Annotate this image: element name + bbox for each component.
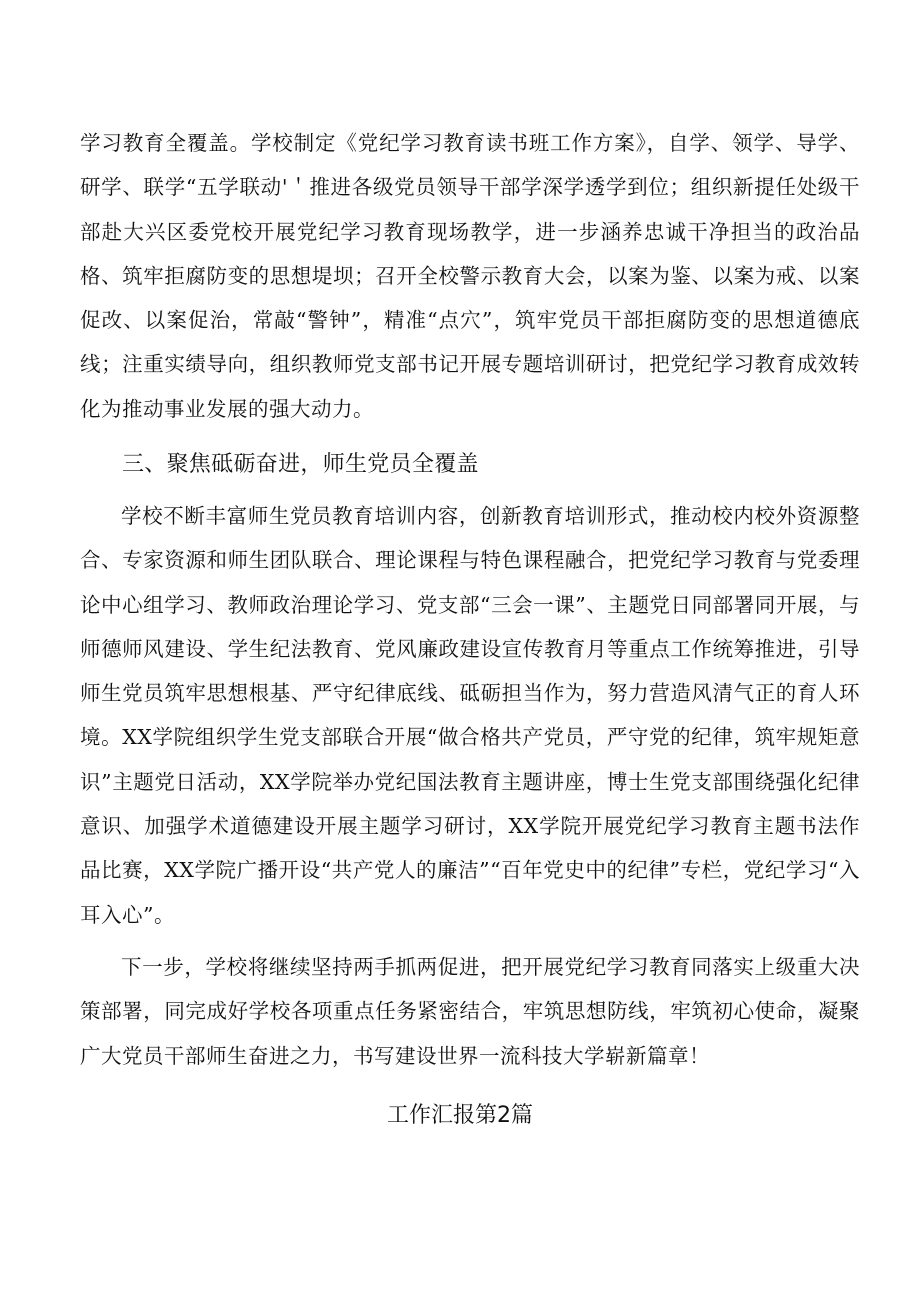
paragraph-study-coverage: 学习教育全覆盖。学校制定《党纪学习教育读书班工作方案》，自学、领学、导学、研学、联学“五学联动'＇推进各级党员领导干部学深学透学到位；组织新提任处级干部赴大兴区委党校开展党纪学习教育现场教学，进一步涵养忠诚干净担当的政治品格、筑牢拒腐防变的思想堤坝；召开全校警示教育大会，以案为鉴、以案为戒、以案促改、以案促治，常敲“警钟”，精准“点穴”，筑牢党员干部拒腐防变的思想道德底线；注重实绩导向，组织教师党支部书记开展专题培训研讨，把党纪学习教育成效转化为推动事业发展的强大动力。	[80, 131, 860, 421]
paragraph-next-steps: 下一步，学校将继续坚持两手抓两促进，把开展党纪学习教育同落实上级重大决策部署，同完成好学校各项重点任务紧密结合，牢筑思想防线，牢筑初心使命，凝聚广大党员干部师生奋进之力，书写建设世界一流科技大学崭新篇章！	[80, 955, 860, 1068]
paragraph-teacher-student-training: 学校不断丰富师生党员教育培训内容，创新教育培训形式，推动校内校外资源整合、专家资源和师生团队联合、理论课程与特色课程融合，把党纪学习教育与党委理论中心组学习、教师政治理论学习、党支部“三会一课”、主题党日同部署同开展，与师德师风建设、学生纪法教育、党风廉政建设宣传教育月等重点工作统筹推进，引导师生党员筑牢思想根基、严守纪律底线、砥砺担当作为，努力营造风清气正的育人环境。XX学院组织学生党支部联合开展“做合格共产党员，严守党的纪律，筑牢规矩意识”主题党日活动，XX学院举办党纪国法教育主题讲座，博士生党支部围绕强化纪律意识、加强学术道德建设开展主题学习研讨，XX学院开展党纪学习教育主题书法作品比赛，XX学院广播开设“共产党人的廉洁”“百年党史中的纪律”专栏，党纪学习“入耳入心”。	[80, 504, 860, 927]
section-heading-3: 三、聚焦砥砺奋进，师生党员全覆盖	[122, 452, 479, 477]
next-article-title: 工作汇报第2篇	[387, 1103, 533, 1128]
